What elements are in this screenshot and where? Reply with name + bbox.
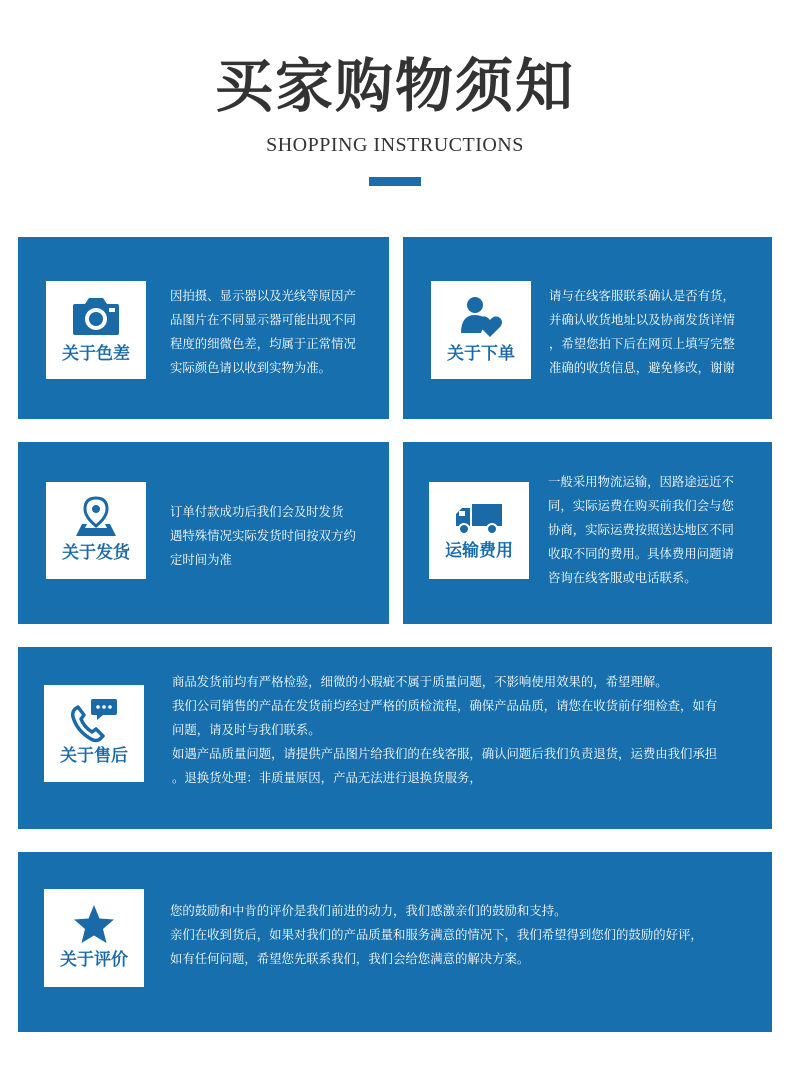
review-panel <box>18 852 772 1032</box>
text-line: 请与在线客服联系确认是否有货， <box>549 288 735 303</box>
shipping-label: 关于发货 <box>62 543 130 563</box>
text-line: 一般采用物流运输，因路途远近不 <box>548 474 734 489</box>
page-subtitle: SHOPPING INSTRUCTIONS <box>266 134 524 156</box>
ordering-label: 关于下单 <box>447 344 515 364</box>
text-line: 准确的收货信息，避免修改，谢谢 <box>549 360 735 375</box>
shipping-text <box>170 500 380 572</box>
truck-icon <box>454 502 504 536</box>
text-line: 协商，实际运费按照送达地区不同 <box>548 522 734 537</box>
after-sales-panel <box>18 647 772 829</box>
text-line: 收取不同的费用。具体费用问题请 <box>548 546 734 561</box>
phone-chat-icon <box>69 697 119 743</box>
text-line: 您的鼓励和中肯的评价是我们前进的动力，我们感激亲们的鼓励和支持。 <box>170 903 567 918</box>
freight-panel <box>403 442 772 624</box>
color-difference-icon-card <box>46 281 146 379</box>
freight-icon-card <box>429 482 529 579</box>
text-line: 订单付款成功后我们会及时发货 <box>170 504 344 519</box>
text-line: 程度的细微色差，均属于正常情况 <box>170 336 356 351</box>
review-icon-card <box>44 889 144 987</box>
text-line: 遇特殊情况实际发货时间按双方约 <box>170 528 356 543</box>
after-sales-label: 关于售后 <box>60 746 128 766</box>
text-line: 实际颜色请以收到实物为准。 <box>170 360 332 375</box>
title-accent-bar <box>369 177 421 186</box>
freight-label: 运输费用 <box>445 541 513 561</box>
location-pin-icon <box>74 496 118 538</box>
review-label: 关于评价 <box>60 950 128 970</box>
user-heart-icon <box>459 295 503 339</box>
text-line: 问题，请及时与我们联系。 <box>172 722 321 737</box>
color-difference-panel <box>18 237 389 419</box>
ordering-icon-card <box>431 281 531 379</box>
text-line: 。退换货处理：非质量原因，产品无法进行退换货服务， <box>172 770 482 785</box>
text-line: ，希望您拍下后在网页上填写完整 <box>549 336 735 351</box>
color-difference-label: 关于色差 <box>62 344 130 364</box>
text-line: 如有任何问题，希望您先联系我们，我们会给您满意的解决方案。 <box>170 951 530 966</box>
text-line: 因拍摄、显示器以及光线等原因产 <box>170 288 356 303</box>
text-line: 品图片在不同显示器可能出现不同 <box>170 312 356 327</box>
ordering-text <box>549 284 764 380</box>
camera-icon <box>71 295 121 337</box>
shipping-icon-card <box>46 482 146 579</box>
text-line: 我们公司销售的产品在发货前均经过严格的质检流程，确保产品品质，请您在收货前仔细检查，如有 <box>172 698 718 713</box>
text-line: 并确认收货地址以及协商发货详情 <box>549 312 735 327</box>
color-difference-text <box>170 284 380 380</box>
after-sales-icon-card <box>44 685 144 782</box>
page-title: 买家购物须知 <box>214 52 575 120</box>
text-line: 如遇产品质量问题，请提供产品图片给我们的在线客服，确认问题后我们负责退货，运费由我们承担 <box>172 746 718 761</box>
star-icon <box>72 903 116 945</box>
after-sales-text <box>172 670 767 790</box>
text-line: 商品发货前均有严格检验，细微的小瑕疵不属于质量问题，不影响使用效果的，希望理解。 <box>172 674 668 689</box>
text-line: 亲们在收到货后，如果对我们的产品质量和服务满意的情况下，我们希望得到您们的鼓励的好评， <box>170 927 703 942</box>
text-line: 定时间为准 <box>170 552 232 567</box>
freight-text <box>548 470 763 590</box>
text-line: 同，实际运费在购买前我们会与您 <box>548 498 734 513</box>
ordering-panel <box>403 237 772 419</box>
shipping-panel <box>18 442 389 624</box>
text-line: 咨询在线客服或电话联系。 <box>548 570 697 585</box>
review-text <box>170 899 765 971</box>
